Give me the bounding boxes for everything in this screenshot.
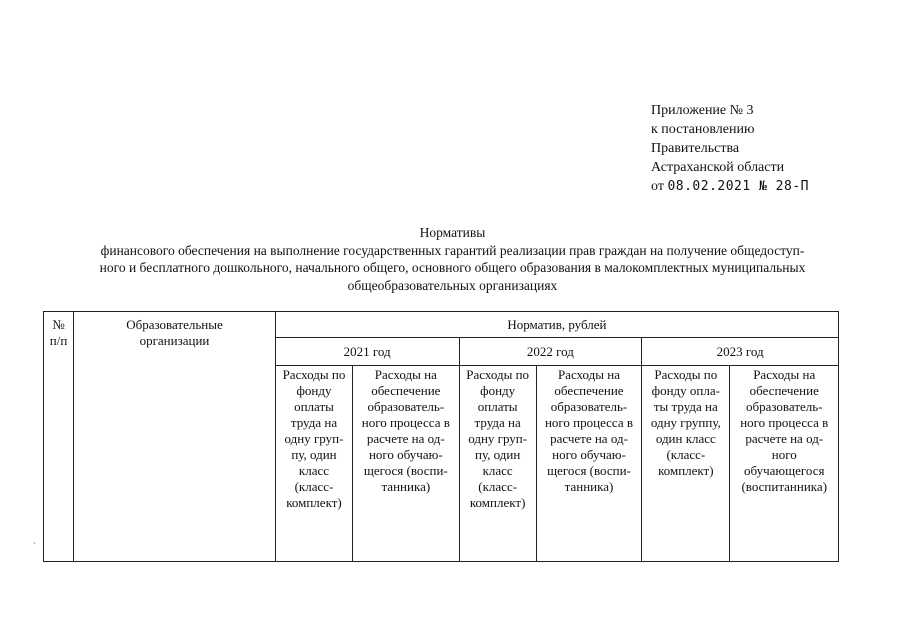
header-year-2022: 2022 год — [459, 338, 642, 366]
title-line-3: общеобразовательных организациях — [347, 277, 558, 293]
header-year-2021: 2021 год — [275, 338, 459, 366]
header-2023-process-costs: Расходы на обеспечение образователь- ного процесса в расчете на од- ного обучающегося (воспитанника) — [730, 366, 839, 562]
scan-speck: ˋ — [33, 541, 36, 551]
appendix-header — [651, 101, 809, 196]
appendix-date-line — [651, 177, 809, 196]
title-heading: Нормативы — [419, 225, 486, 240]
header-2023-labor-costs: Расходы по фонду опла- ты труда на одну группу, один класс (класс- комплект) — [642, 366, 730, 562]
title-line-1: финансового обеспечения на выполнение государственных гарантий реализации прав граждан на получение общедоступ- — [100, 242, 805, 258]
header-2021-process-costs: Расходы на обеспечение образователь- ного процесса в расчете на од- ного обучаю- щегося (воспи- танника) — [353, 366, 459, 562]
header-year-2023: 2023 год — [642, 338, 839, 366]
appendix-government: Правительства — [651, 141, 740, 156]
appendix-resolution: к постановлению — [651, 122, 755, 137]
title-line-2: ного и бесплатного дошкольного, начального общего, основного общего образования в малокомплектных муниципальных — [99, 260, 806, 275]
appendix-number: Приложение № 3 — [651, 103, 754, 118]
header-number: № п/п — [44, 312, 74, 562]
norms-table — [43, 311, 839, 562]
header-organizations: Образовательные организации — [74, 312, 276, 562]
document-title — [30, 224, 875, 294]
appendix-date-number: 08.02.2021 № 28-П — [667, 179, 809, 194]
appendix-date-prefix: от — [651, 179, 664, 194]
header-2021-labor-costs: Расходы по фонду оплаты труда на одну груп- пу, один класс (класс- комплект) — [275, 366, 352, 562]
header-norm: Норматив, рублей — [275, 312, 838, 338]
header-2022-process-costs: Расходы на обеспечение образователь- ного процесса в расчете на од- ного обучаю- щегося (воспи- танника) — [536, 366, 641, 562]
header-2022-labor-costs: Расходы по фонду оплаты труда на одну груп- пу, один класс (класс- комплект) — [459, 366, 536, 562]
appendix-region: Астраханской области — [651, 160, 785, 175]
